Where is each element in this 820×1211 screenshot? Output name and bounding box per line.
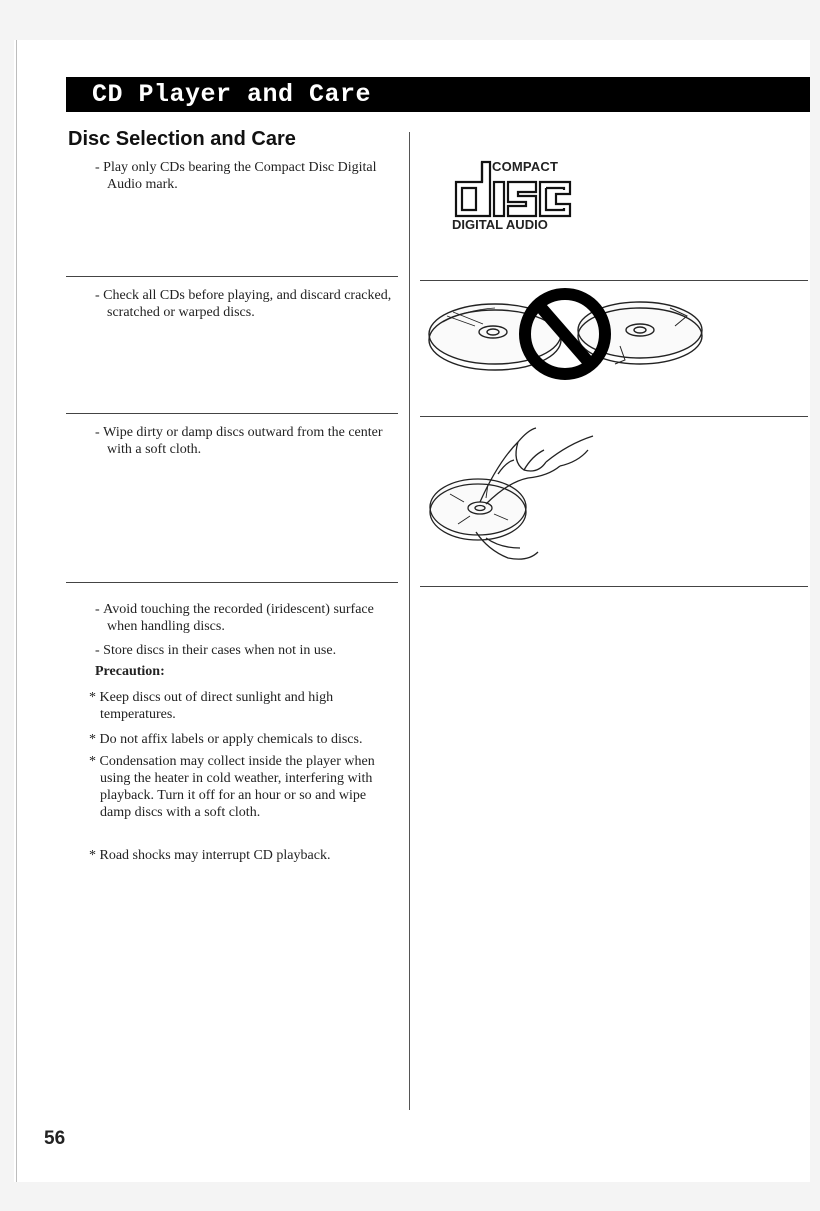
item-text: Wipe dirty or damp discs outward from the center with a soft cloth. [103, 425, 383, 457]
precaution-title: Precaution: [95, 664, 165, 679]
margin-line [16, 40, 17, 1182]
dash-bullet: - [95, 288, 100, 303]
item-text: Road shocks may interrupt CD playback. [99, 848, 331, 863]
star-bullet: * [89, 690, 96, 705]
dash-bullet: - [95, 643, 100, 658]
page-header-title: CD Player and Care [66, 77, 810, 112]
row-divider-right-1 [420, 280, 808, 281]
row-divider-left-3 [66, 582, 398, 583]
list-item [95, 287, 392, 321]
dash-bullet: - [95, 602, 100, 617]
disc-wordmark-icon [452, 160, 574, 218]
page-number: 56 [44, 1128, 66, 1149]
section-title: Disc Selection and Care [68, 128, 296, 150]
item-text: Do not affix labels or apply chemicals to discs. [99, 732, 363, 747]
logo-digital-audio-text: DIGITAL AUDIO [452, 217, 548, 232]
list-item [95, 601, 392, 635]
precaution-item [89, 753, 390, 821]
row-divider-left-1 [66, 276, 398, 277]
precaution-item [89, 847, 410, 864]
row-divider-right-2 [420, 416, 808, 417]
row-divider-left-2 [66, 413, 398, 414]
precaution-item [89, 689, 410, 723]
row-divider-right-3 [420, 586, 808, 587]
column-divider [409, 132, 410, 1110]
list-item [95, 642, 397, 659]
logo-compact-text: COMPACT [492, 159, 559, 174]
damaged-discs-prohibited-icon [425, 286, 715, 386]
item-text: Play only CDs bearing the Compact Disc Digital Audio mark. [103, 160, 377, 192]
list-item [95, 424, 392, 458]
item-text: Check all CDs before playing, and discard cracked, scratched or warped discs. [103, 288, 392, 320]
star-bullet: * [89, 754, 96, 769]
dash-bullet: - [95, 160, 100, 175]
item-text: Condensation may collect inside the player when using the heater in cold weather, interfering with playback. Turn it off for an hour or so and wipe damp discs with a soft cloth. [99, 754, 375, 820]
list-item [95, 159, 387, 193]
item-text: Avoid touching the recorded (iridescent) surface when handling discs. [103, 602, 374, 634]
dash-bullet: - [95, 425, 100, 440]
star-bullet: * [89, 848, 96, 863]
precaution-item [89, 731, 410, 748]
item-text: Store discs in their cases when not in use. [103, 643, 337, 658]
item-text: Keep discs out of direct sunlight and high temperatures. [99, 690, 334, 722]
star-bullet: * [89, 732, 96, 747]
hand-wiping-disc-icon [428, 422, 598, 567]
